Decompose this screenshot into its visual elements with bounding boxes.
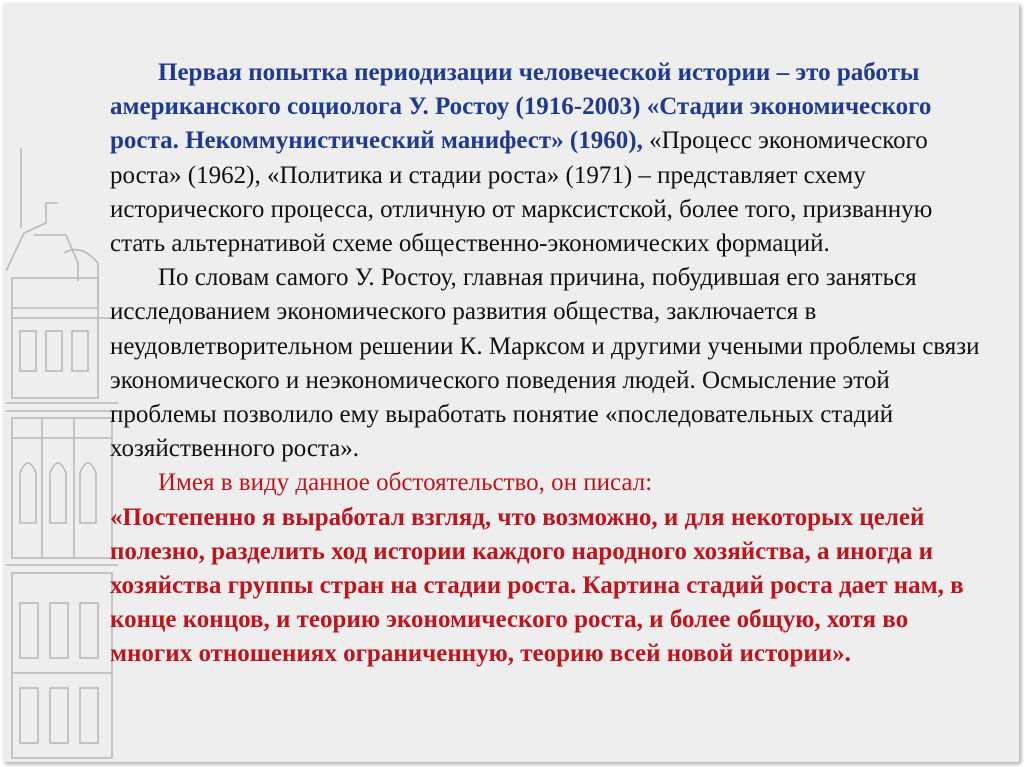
text-content	[110, 56, 990, 672]
paragraph-1-highlight: Первая попытка периодизации человеческой истории – это работы американского социолога У. Ростоу (1916-2003) «Стадии экономического роста. Некоммунистический манифест» (1960),	[110, 59, 932, 155]
slide-frame	[3, 3, 1019, 762]
quote-text: «Постепенно я выработал взгляд, что возможно, и для некоторых целей полезно, разделить ход истории каждого народного хозяйства, а иногда и хозяйства группы стран на стадии роста. Картина стадий роста дает нам, в конце концов, и теорию экономического роста, и более общую, хотя во многих отношениях ограниченную, теорию всей новой истории».	[110, 503, 964, 668]
quote-intro: Имея в виду данное обстоятельство, он писал:	[158, 469, 653, 497]
paragraph-1-rest: «Процесс экономического роста» (1962), «Политика и стадии роста» (1971) – представляет схему исторического процесса, отличную от марксистской, более того, призванную стать альтернативой схеме общественно-экономических формаций.	[110, 127, 933, 258]
paragraph-1	[110, 56, 990, 261]
building-illustration	[6, 103, 121, 765]
paragraph-2: По словам самого У. Ростоу, главная причина, побудившая его заняться исследованием экономического развития общества, заключается в неудовлетворительном решении К. Марксом и другими учеными проблемы связи экономического и неэкономического поведения людей. Осмысление этой проблемы позволило ему выработать понятие «последовательных стадий хозяйственного роста».	[110, 264, 980, 463]
